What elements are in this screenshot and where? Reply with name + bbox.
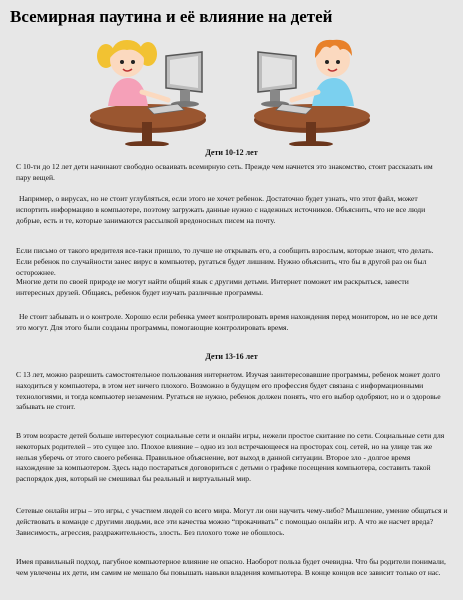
paragraph: Сетевые онлайн игры – это игры, с участием людей со всего мира. Могут ли они научить чему-либо? Мышление, умение общаться и действовать в команде с другими людьми, все эти качества можно “прокачивать” с помощью онлайн игр. А что же насчет вреда? Зависимость, агрессия, раздражительность, злость. Без плохого тоже не обошлось. — [16, 506, 448, 537]
page-title: Всемирная паутина и её влияние на детей — [10, 7, 333, 26]
paragraph: С 10-ти до 12 лет дети начинают свободно осваивать всемирную сеть. Прежде чем начнется это знакомство, стоит рассказать им пару вещей. — [16, 162, 433, 182]
paragraph: В этом возрасте детей больше интересуют социальные сети и онлайн игры, нежели простое скитание по сети. Социальные сети для некоторых родителей – это сущее зло. Плохое влияние – одно из зол встречающееся на просторах соц. сетей, но на улице так же нельзя уберечь от этого своего ребенка. Правильное объяснение, вот выход в данной ситуации. Второе зло - долгое время нахождение за компьютером. Здесь надо постараться договориться с детьми о графике посещения компьютера, составить такой распорядок дня, который не смешивал бы реальный и виртуальный мир. — [16, 431, 445, 484]
paragraph: Если письмо от такого вредителя все-таки пришло, то лучше не открывать его, а сообщить взрослым, которые знают, что делать. Если ребенок по случайности занес вирус в компьютер, ругаться будет лишним. Нужно объяснить, что бы в другой раз он был осторожнее. — [16, 246, 434, 277]
paragraph: С 13 лет, можно разрешить самостоятельное пользования интернетом. Изучая заинтересовавшие программы, ребенок может долго находиться у компьютера, в этом нет ничего плохого. Возможно в будущем его профессия будет связана с информационными технологиями, и тогда компьютер незаменим. Ругаться не нужно, ребенок должен понять, что его выбор одобряют, но и о здоровье забывать не стоит. — [16, 370, 441, 412]
section-heading-10-12: Дети 10-12 лет — [205, 148, 258, 157]
kids-at-computers-illustration — [86, 26, 376, 146]
boy-figure — [292, 40, 354, 106]
right-table — [254, 104, 370, 146]
paragraph: Не стоит забывать и о контроле. Хорошо если ребенка умеет контролировать время нахождения перед монитором, но не все дети это могут. Для этого были созданы программы, помогающие контролировать время. — [16, 312, 438, 332]
paragraph: Имея правильный подход, пагубное компьютерное влияние не опасно. Наоборот польза будет очевидна. Что бы родители понимали, чем увлечены их дети, им самим не мешало бы повышать навыки владения компьютера. В конце концов все зависит только от нас. — [16, 557, 446, 577]
left-table — [90, 104, 206, 146]
girl-figure — [97, 40, 168, 106]
section-heading-13-16: Дети 13-16 лет — [205, 352, 258, 361]
paragraph: Многие дети по своей природе не могут найти общий язык с другими детьми. Интернет поможет им раскрыться, завести интересных друзей. Общаясь, ребенок будет изучать различные программы. — [16, 277, 409, 297]
paragraph: Например, о вирусах, но не стоит углубляться, если этого не хочет ребенок. Достаточно будет узнать, что этот файл, может испортить информацию в компьютере, поэтому загружать данные нужно с надежных источников. Объяснить, что не все люди добрые, есть и те, которые занимаются рассылкой вредоносных писем на почту. — [16, 194, 426, 225]
